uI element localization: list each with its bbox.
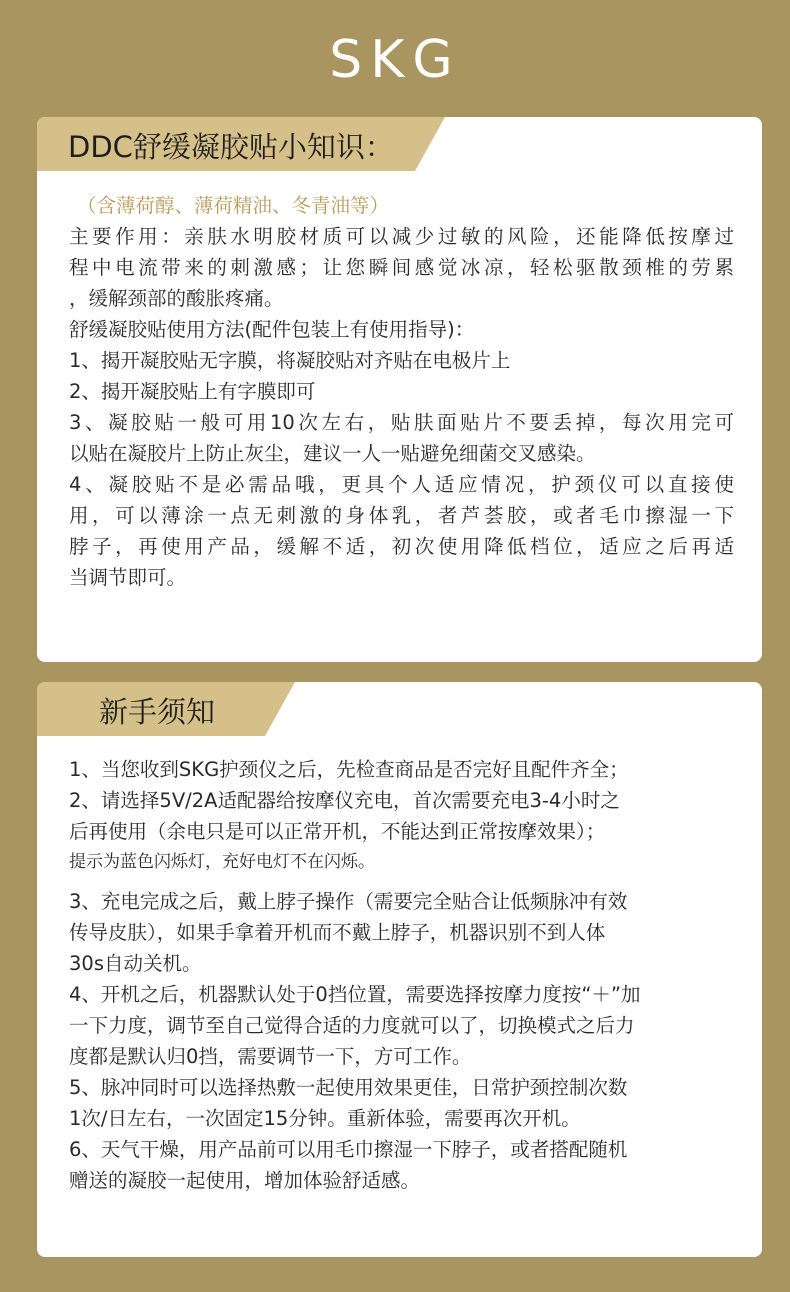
guide-line: 4、开机之后，机器默认处于0挡位置，需要选择按摩力度按“＋”加 xyxy=(69,983,641,1006)
beginner-guide-card xyxy=(37,682,762,1257)
charging-indicator-note: 提示为蓝色闪烁灯，充好电灯不在闪烁。 xyxy=(69,852,375,872)
guide-line: 后再使用（余电只是可以正常开机，不能达到正常按摩效果）； xyxy=(69,820,606,843)
tips-line: 3、凝胶贴一般可用10次左右，贴肤面贴片不要丢掉，每次用完可 xyxy=(69,411,734,434)
gel-patch-tips-title: DDC舒缓凝胶贴小知识： xyxy=(68,130,394,164)
guide-line: 度都是默认归0挡，需要调节一下，方可工作。 xyxy=(69,1045,472,1068)
tips-line: ，缓解颈部的酸胀疼痛。 xyxy=(69,287,284,310)
tips-line: 舒缓凝胶贴使用方法(配件包装上有使用指导)： xyxy=(69,318,475,341)
tips-line: 脖子，再使用产品，缓解不适，初次使用降低档位，适应之后再适 xyxy=(69,535,734,558)
guide-line: 1、当您收到SKG护颈仪之后，先检查商品是否完好且配件齐全； xyxy=(69,758,629,781)
guide-line: 30s自动关机。 xyxy=(69,952,202,975)
guide-line: 赠送的凝胶一起使用，增加体验舒适感。 xyxy=(69,1169,421,1192)
tips-line: 4、凝胶贴不是必需品哦，更具个人适应情况，护颈仪可以直接使 xyxy=(69,473,734,496)
guide-line: 2、请选择5V/2A适配器给按摩仪充电，首次需要充电3-4小时之 xyxy=(69,789,620,812)
tips-line: 2、揭开凝胶贴上有字膜即可 xyxy=(69,380,316,403)
tips-line: 程中电流带来的刺激感；让您瞬间感觉冰凉，轻松驱散颈椎的劳累 xyxy=(69,256,734,279)
spacer xyxy=(69,878,734,886)
tips-line: 以贴在凝胶片上防止灰尘，建议一人一贴避免细菌交叉感染。 xyxy=(69,442,596,465)
guide-line: 3、充电完成之后，戴上脖子操作（需要完全贴合让低频脉冲有效 xyxy=(69,890,628,913)
beginner-guide-body xyxy=(69,754,734,1196)
gel-patch-tips-card xyxy=(37,117,762,662)
guide-line: 5、脉冲同时可以选择热敷一起使用效果更佳，日常护颈控制次数 xyxy=(69,1076,628,1099)
gel-patch-tips-body xyxy=(69,190,734,593)
tips-line: 1、揭开凝胶贴无字膜，将凝胶贴对齐贴在电极片上 xyxy=(69,349,511,372)
tips-line: 用，可以薄涂一点无刺激的身体乳，者芦荟胶，或者毛巾擦湿一下 xyxy=(69,504,734,527)
ingredients-subtitle: （含薄荷醇、薄荷精油、冬青油等） xyxy=(77,194,390,217)
tips-line: 当调节即可。 xyxy=(69,566,187,589)
guide-line: 6、天气干燥，用产品前可以用毛巾擦湿一下脖子，或者搭配随机 xyxy=(69,1138,628,1161)
guide-line: 1次/日左右，一次固定15分钟。重新体验，需要再次开机。 xyxy=(69,1107,581,1130)
guide-line: 传导皮肤），如果手拿着开机而不戴上脖子，机器识别不到人体 xyxy=(69,921,606,944)
skg-logo: SKG xyxy=(329,30,461,90)
guide-line: 一下力度，调节至自己觉得合适的力度就可以了，切换模式之后力 xyxy=(69,1014,635,1037)
beginner-guide-title: 新手须知 xyxy=(99,695,216,729)
tips-line: 主要作用：亲肤水明胶材质可以减少过敏的风险，还能降低按摩过 xyxy=(69,225,734,248)
